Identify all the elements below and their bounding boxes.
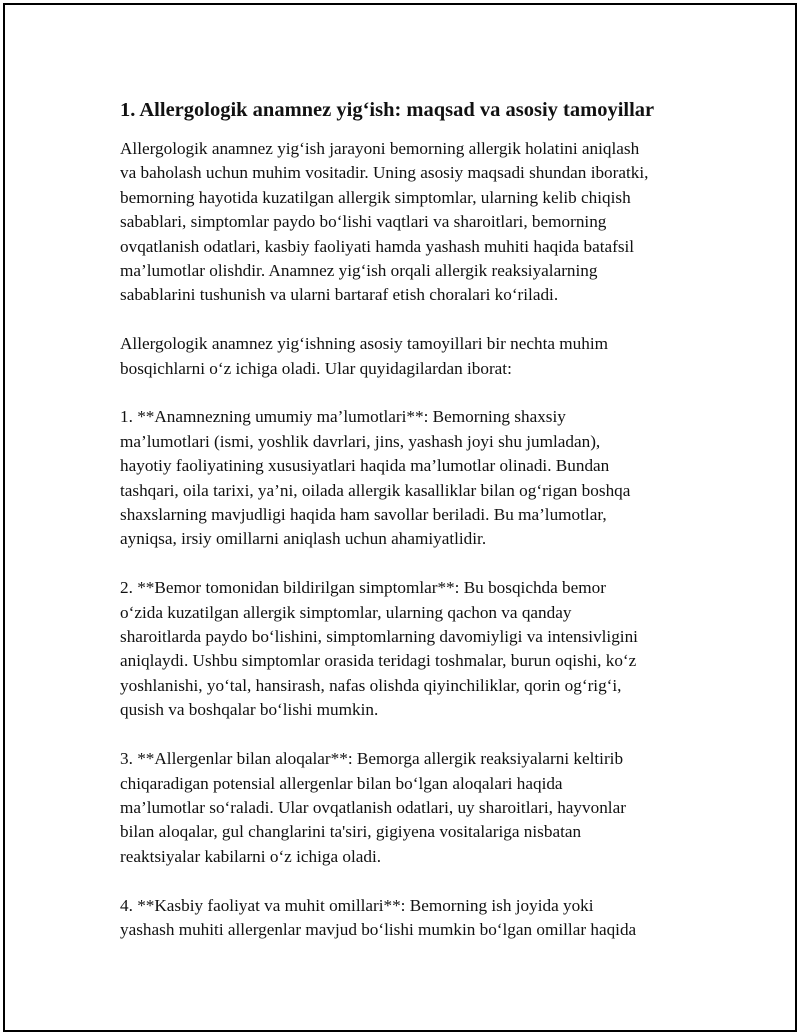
text-line: 2. **Bemor tomonidan bildirilgan simptomlar**: Bu bosqichda bemor: [120, 578, 606, 598]
text-line: ayniqsa, irsiy omillarni aniqlash uchun ahamiyatlidir.: [120, 529, 487, 549]
text-line: bosqichlarni o‘z ichiga oladi. Ular quyidagilardan iborat:: [120, 358, 512, 378]
text-line: o‘zida kuzatilgan allergik simptomlar, ularning qachon va qanday: [120, 602, 572, 622]
text-line: sabablarini tushunish va ularni bartaraf etish choralari ko‘riladi.: [120, 285, 559, 305]
paragraph-item-3: [120, 747, 705, 869]
text-line: qusish va boshqalar bo‘lishi mumkin.: [120, 700, 379, 720]
text-line: ma’lumotlari (ismi, yoshlik davrlari, jins, yashash joyi shu jumladan),: [120, 431, 601, 451]
text-line: bemorning hayotida kuzatilgan allergik simptomlar, ularning kelib chiqish: [120, 187, 631, 207]
text-line: reaktsiyalar kabilarni o‘z ichiga oladi.: [120, 846, 382, 866]
text-line: Allergologik anamnez yig‘ish jarayoni bemorning allergik holatini aniqlash: [120, 139, 640, 158]
text-line: va baholash uchun muhim vositadir. Uning asosiy maqsadi shundan iboratki,: [120, 163, 649, 183]
text-line: 4. **Kasbiy faoliyat va muhit omillari**: Bemorning ish joyida yoki: [120, 895, 594, 915]
paragraph-principles: [120, 332, 705, 381]
text-line: aniqlaydi. Ushbu simptomlar orasida teridagi toshmalar, burun oqishi, ko‘z: [120, 651, 637, 671]
text-line: ovqatlanish odatlari, kasbiy faoliyati hamda yashash muhiti haqida batafsil: [120, 236, 635, 256]
text-line: ma’lumotlar so‘raladi. Ular ovqatlanish odatlari, uy sharoitlari, hayvonlar: [120, 797, 626, 817]
text-line: sharoitlarda paydo bo‘lishini, simptomlarning davomiyligi va intensivligini: [120, 627, 638, 647]
text-line: 3. **Allergenlar bilan aloqalar**: Bemorga allergik reaksiyalarni keltirib: [120, 749, 624, 769]
paragraph-item-4: [120, 894, 705, 943]
document-body: [120, 97, 705, 967]
paragraph-item-1: [120, 405, 705, 551]
text-line: shaxslarning mavjudligi haqida ham savollar beriladi. Bu ma’lumotlar,: [120, 505, 607, 525]
text-line: ma’lumotlar olishdir. Anamnez yig‘ish orqali allergik reaksiyalarning: [120, 261, 598, 281]
text-line: yashash muhiti allergenlar mavjud bo‘lishi mumkin bo‘lgan omillar haqida: [120, 919, 637, 939]
section-heading: 1. Allergologik anamnez yig‘ish: maqsad va asosiy tamoyillar: [120, 99, 655, 121]
text-line: sabablari, simptomlar paydo bo‘lishi vaqtlari va sharoitlari, bemorning: [120, 212, 607, 232]
paragraph-item-2: [120, 576, 705, 722]
page-frame: [3, 3, 797, 1032]
text-line: chiqaradigan potensial allergenlar bilan bo‘lgan aloqalari haqida: [120, 773, 563, 793]
text-line: bilan aloqalar, gul changlarini ta'siri, gigiyena vositalariga nisbatan: [120, 822, 582, 842]
text-line: Allergologik anamnez yig‘ishning asosiy tamoyillari bir nechta muhim: [120, 334, 608, 354]
text-line: yoshlanishi, yo‘tal, hansirash, nafas olishda qiyinchiliklar, qorin og‘rig‘i,: [120, 675, 622, 695]
text-line: 1. **Anamnezning umumiy ma’lumotlari**: Bemorning shaxsiy: [120, 407, 566, 427]
text-line: hayotiy faoliyatining xususiyatlari haqida ma’lumotlar olinadi. Bundan: [120, 456, 610, 476]
paragraph-intro: [120, 137, 705, 308]
text-line: tashqari, oila tarixi, ya’ni, oilada allergik kasalliklar bilan og‘rigan boshqa: [120, 480, 631, 500]
